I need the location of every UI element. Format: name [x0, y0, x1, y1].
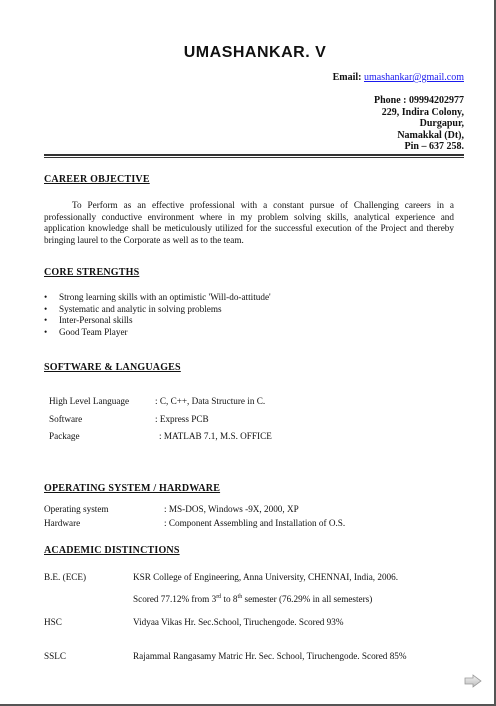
address-line: Durgapur,: [419, 118, 464, 129]
phone-line: Phone : 09994202977: [374, 95, 464, 106]
email-label: Email:: [332, 72, 362, 83]
header-divider: [44, 154, 464, 158]
software-row-value: : C, C++, Data Structure in C.: [155, 396, 266, 406]
address-line: Pin – 637 258.: [404, 141, 464, 152]
os-row-value: : Component Assembling and Installation of O.S.: [164, 518, 346, 528]
score-text: to 8: [221, 594, 238, 604]
software-row-value: : Express PCB: [155, 414, 209, 424]
software-row-label: Package: [49, 431, 80, 441]
academic-row-label: HSC: [44, 617, 62, 627]
academic-score-line: [133, 594, 372, 604]
superscript: th: [237, 593, 243, 600]
email-link[interactable]: umashankar@gmail.com: [363, 72, 464, 83]
software-row-label: High Level Language: [49, 396, 130, 406]
os-row-label: Operating system: [44, 504, 109, 514]
academic-heading: ACADEMIC DISTINCTIONS: [44, 545, 180, 556]
academic-row-value: Vidyaa Vikas Hr. Sec.School, Tiruchengode. Scored 93%: [133, 617, 344, 627]
score-text: semester (76.29% in all semesters): [242, 594, 373, 604]
list-item: • Strong learning skills with an optimistic 'Will-do-attitude': [44, 292, 271, 304]
list-item: • Good Team Player: [44, 327, 271, 339]
career-objective-heading: CAREER OBJECTIVE: [44, 174, 150, 185]
next-page-arrow-icon[interactable]: [464, 674, 482, 688]
superscript: rd: [216, 593, 222, 600]
email-line: [333, 72, 464, 83]
academic-row-label: SSLC: [44, 651, 66, 661]
academic-row-label: B.E. (ECE): [44, 572, 87, 582]
os-row-value: : MS-DOS, Windows -9X, 2000, XP: [164, 504, 299, 514]
software-row-label: Software: [49, 414, 83, 424]
software-row-value: : MATLAB 7.1, M.S. OFFICE: [159, 431, 272, 441]
address-block: [374, 95, 464, 153]
software-heading: SOFTWARE & LANGUAGES: [44, 362, 181, 373]
list-item: • Systematic and analytic in solving problems: [44, 304, 271, 316]
os-row-label: Hardware: [44, 518, 81, 528]
academic-row-value: Rajammal Rangasamy Matric Hr. Sec. School, Tiruchengode. Scored 85%: [133, 651, 407, 661]
career-objective-text: To Perform as an effective professional with a constant pursue of Challenging careers in a professionally conductive environment where in my problem solving skills, analytical experience and application knowledge shall be meticulously utilized for the successful execution of the Project and thereby bringing laurel to the Corporate as well as to the team.: [44, 200, 454, 245]
candidate-name: UMASHANKAR. V: [183, 44, 327, 61]
os-hardware-heading: OPERATING SYSTEM / HARDWARE: [44, 483, 221, 494]
address-line: Namakkal (Dt),: [397, 129, 464, 141]
list-item: • Inter-Personal skills: [44, 315, 271, 327]
score-text: Scored 77.12% from 3: [133, 594, 217, 604]
core-strengths-heading: CORE STRENGTHS: [44, 267, 140, 278]
academic-row-value: KSR College of Engineering, Anna University, CHENNAI, India, 2006.: [133, 572, 399, 582]
core-strengths-list: [44, 292, 271, 338]
address-line: 229, Indira Colony,: [381, 106, 464, 118]
